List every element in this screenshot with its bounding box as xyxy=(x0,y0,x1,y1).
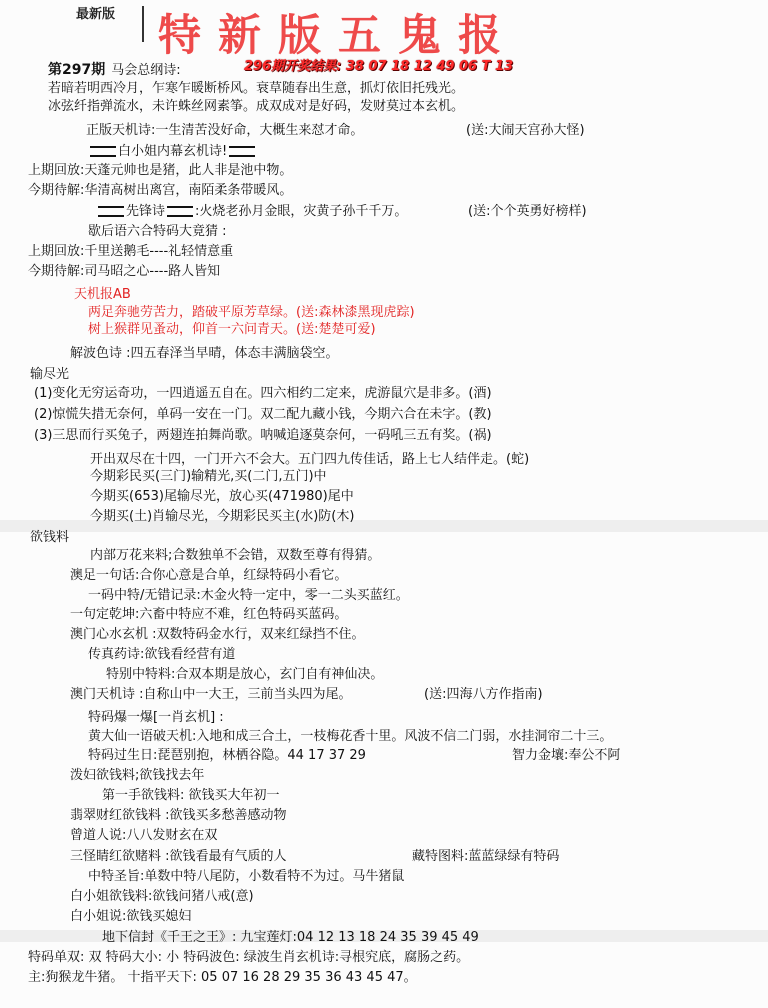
baixiaojie-money: 白小姐欲钱料:欲钱问猪八戒(意) xyxy=(70,889,254,904)
page-title: 特新版五鬼报 xyxy=(158,11,518,61)
review-last: 上期回放:千里送鹅毛----礼轻情意重 xyxy=(28,244,234,259)
yuqianliao-line: 澳足一句话:合你心意是合单，红绿特码小看它。 xyxy=(70,568,348,583)
tianji-gift: (送:大闹天宫孙大怪) xyxy=(466,123,585,138)
poem-line: 冰弦纤指弹流水，未许蛛丝网素筝。成双成对是好码，发财莫过本玄机。 xyxy=(48,99,465,114)
zang-line: 藏特图料:蓝蓝绿绿有特码 xyxy=(412,849,560,864)
yuqianliao-line: 特别中特料:合双本期是放心，玄门自有神仙决。 xyxy=(106,667,384,682)
yuqianliao-more: 三怪睛红欲赌料 :欲钱看最有气质的人 xyxy=(70,849,287,864)
pioneer-label: 先锋诗 xyxy=(126,204,166,219)
yuqianliao-line: 澳门心水玄机 :双数特码金水行，双来红绿挡不住。 xyxy=(70,627,365,642)
header-divider xyxy=(142,6,144,42)
baixiaojie-heading xyxy=(88,143,257,160)
birthday-line: 特码过生日:琵琶别抱，林栖谷隐。44 17 37 29 xyxy=(88,748,366,763)
footer-line: 主:狗猴龙牛猪。 十指平天下: 05 07 16 28 29 35 36 43 45 47。 xyxy=(28,970,417,985)
yuqianliao-more: 曾道人说:八八发财玄在双 xyxy=(70,828,218,843)
bar-icon xyxy=(229,146,255,157)
shujinguang-tail: 今期买(土)肖输尽光，今期彩民买主(水)防(木) xyxy=(90,509,355,524)
zhongte-line: 中特圣旨:单数中特八尾防，小数看特不为过。马牛猪鼠 xyxy=(88,869,405,884)
yuqianliao-more: 第一手欲钱料: 欲钱买大年初一 xyxy=(102,788,280,803)
xiehouyu-heading: 歇后语六合特码大竟猜 : xyxy=(88,224,227,239)
tianji-poem: 正版天机诗:一生清苦没好命，大概生来怼才命。 xyxy=(86,123,364,138)
issue-row xyxy=(48,59,514,79)
yuqianliao-line: 一句定乾坤:六畜中特应不难，红色特码买蓝码。 xyxy=(70,607,348,622)
shujinguang-item: (2)惊慌失措无奈何，单码一安在一门。双二配九藏小钱，今期六合在未字。(教) xyxy=(34,407,492,422)
shujinguang-title: 输尽光 xyxy=(30,367,70,382)
shujinguang-tail: 今期买(653)尾输尽光，放心买(471980)尾中 xyxy=(90,489,354,504)
yuqianliao-title: 欲钱料 xyxy=(30,530,70,545)
poem-line: 若暗若明西冷月，乍寒乍暖断桥风。衰草随春出生意，抓灯依旧托残光。 xyxy=(48,81,465,96)
review-this: 今期待解:华清高树出离宫，南陌柔条带暖风。 xyxy=(28,183,293,198)
bar-icon xyxy=(167,206,193,217)
bar-icon xyxy=(98,206,124,217)
review-last: 上期回放:天蓬元帅也是猪，此人非是池中物。 xyxy=(28,163,293,178)
yuqianliao-line: 澳门天机诗 :自称山中一大王，三前当头四为尾。 xyxy=(70,687,352,702)
footer-line: 特码单双: 双 特码大小: 小 特码波色: 绿波生肖玄机诗:寻根究底，腐肠之药。 xyxy=(28,950,470,965)
yuqianliao-more: 翡翠财红欲钱料 :欲钱买多愁善感动物 xyxy=(70,808,287,823)
macau-gift: (送:四海八方作指南) xyxy=(424,687,543,702)
pioneer-poem xyxy=(96,203,407,220)
pioneer-gift: (送:个个英勇好榜样) xyxy=(468,204,587,219)
shujinguang-item: (1)变化无穷运奇功，一四逍遥五自在。四六相约二定来，虎游鼠穴是非多。(酒) xyxy=(34,386,492,401)
baixiaojie-title: 白小姐内幕玄机诗! xyxy=(118,144,228,159)
yuqianliao-line: 一码中特/无错记录:木金火特一定中，零一二头买蓝红。 xyxy=(88,588,409,603)
draw-result: 296期开奖结果: 38 07 18 12 49 06 T 13 xyxy=(244,59,514,74)
shujinguang-item: (3)三思而行买兔子，两翅连拍舞尚歌。呐喊追逐莫奈何，一码吼三五有奖。(祸) xyxy=(34,428,492,443)
baixiaojie-say: 白小姐说:欲钱买媳妇 xyxy=(70,909,192,924)
tianjibao-line: 树上猴群见蚤动，仰首一六问青天。(送:楚楚可爱) xyxy=(88,322,376,337)
jiebo-poem: 解波色诗 :四五春泽当早晴，体态丰满脑袋空。 xyxy=(70,346,339,361)
shujinguang-tail: 开出双尽在十四，一门开六不会大。五门四九传佳话，路上七人结伴走。(蛇) xyxy=(90,452,530,467)
huangdaxian-line: 黄大仙一语破天机:入地和成三合土，一枝梅花香十里。风波不信二门弱，水挂洞帘二十三。 xyxy=(88,729,613,744)
issue-label: 马会总纲诗: xyxy=(111,63,181,78)
tianjibao-line: 两足奔驰劳苦力，踏破平原芳草绿。(送:森林漆黑现虎踪) xyxy=(88,305,415,320)
shujinguang-tail: 今期彩民买(三门)输精光,买(二门,五门)中 xyxy=(90,469,327,484)
issue-number: 第297期 xyxy=(48,62,106,78)
yuqianliao-line: 传真药诗:欲钱看经营有道 xyxy=(88,647,236,662)
bao-title: 特码爆一爆[一肖玄机] : xyxy=(88,710,224,725)
yuqianliao-line: 内部万花来料;合数独单不会错，双数至尊有得猜。 xyxy=(90,548,381,563)
edition-label: 最新版 xyxy=(76,7,116,22)
review-this: 今期待解:司马昭之心----路人皆知 xyxy=(28,264,221,279)
ditie-line: 地下信封《千王之王》: 九宝莲灯:04 12 13 18 24 35 39 45 49 xyxy=(102,930,479,945)
zhili-line: 智力金壤:奉公不阿 xyxy=(512,748,621,763)
pioneer-text: :火烧老孙月金眼，灾黄子孙千千万。 xyxy=(195,204,408,219)
bar-icon xyxy=(90,146,116,157)
tianjibao-title: 天机报AB xyxy=(74,287,131,302)
yuqianliao-more: 泼妇欲钱料;欲钱找去年 xyxy=(70,768,205,783)
